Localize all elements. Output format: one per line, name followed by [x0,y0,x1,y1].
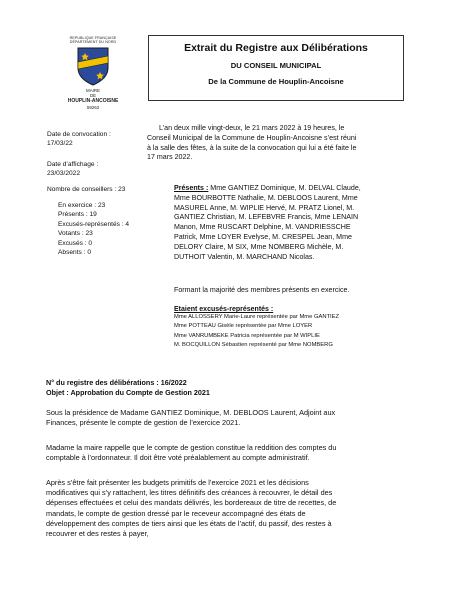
document-subtitle: DU CONSEIL MUNICIPAL [230,61,322,70]
logo-commune-name: HOUPLIN-ANCOISNE [67,98,119,105]
presents-line: GANTIEZ Christian, M. LEFEBVRE Francis, Mme LENAIN [174,213,359,222]
intro-line: à la salle des fêtes, à la suite de la convocation qui lui a été faite le [147,143,357,152]
intro-line: 17 mars 2022. [147,153,193,162]
affichage-date: 23/03/2022 [47,170,81,178]
presents-line: Patrick, Mme LOYER Evelyse, M. CRESPEL Jean, Mme [174,232,352,241]
logo-postcode: 59263 [86,104,100,110]
logo-republique: REPUBLIQUE FRANÇAISE [69,36,117,40]
affichage-label: Date d’affichage : [47,161,99,168]
count-absents: Absents : 0 [58,249,91,257]
presents-block [174,184,404,262]
convocation-block [47,130,142,149]
document-header-box [148,35,404,101]
presents-line: MASUREL Anne, M. WIPLIE Hervé, M. PRATZ Lionel, M. [174,203,355,212]
affichage-block [47,160,142,179]
body-line: mandats, le compte de gestion dressé par le receveur accompagné des états de [46,508,306,518]
presents-line: Mme BOURBOTTE Nathalie, M. DEBLOOS Laurent, Mme [174,193,358,202]
logo-maire: MAIRE [86,88,100,93]
document-title: Extrait du Registre aux Délibérations [184,42,368,54]
excuse-line: M. BOCQUILLON Sébastien représenté par Mme NOMBERG [174,341,333,348]
intro-paragraph [147,124,403,163]
registre-block [46,378,396,398]
conseillers-counts [58,201,148,257]
excuses-block [174,306,404,350]
excuses-label: Etaient excusés-représentés : [174,306,274,313]
body-line: Madame la maire rappelle que le compte de gestion constitue la reddition des comptes du [46,443,337,452]
body-paragraph-1 [46,408,403,428]
excuse-line: Mme VANRUMBEKE Patricia représentée par M WIPLIE [174,332,320,339]
body-line: modificatives qui s’y rattachent, les titres définitifs des créances à recouvrer, le détail des [46,488,333,498]
presents-line: DELORY Claire, M SIX, Mme NOMBERG Michèle, M. [174,242,344,251]
logo-header-text [60,36,126,44]
commune-name: De la Commune de Houplin-Ancoisne [208,77,344,86]
convocation-date: 17/03/22 [47,140,73,148]
count-en-exercice: En exercice : 23 [58,202,106,209]
body-line: comptable à l’ordonnateur. Il doit être voté préalablement au compte administratif. [46,453,310,463]
presents-label: Présents : [174,184,209,192]
logo-departement: DÉPARTEMENT DU NORD [69,40,117,44]
commune-logo [60,36,126,110]
body-line: dépenses effectuées et celui des mandats délivrés, les bordereaux de titre de recettes, de [46,498,337,508]
intro-line: Conseil Municipal de la Commune de Houplin-Ancoisne s’est réuni [147,133,357,142]
registre-objet: Objet : Approbation du Compte de Gestion 2021 [46,388,210,397]
convocation-label: Date de convocation : [47,131,111,138]
body-line: Sous la présidence de Madame GANTIEZ Dominique, M. DEBLOOS Laurent, Adjoint aux [46,408,336,417]
registre-numero: N° du registre des délibérations : 16/2022 [46,378,187,387]
intro-line: L’an deux mille vingt-deux, le 21 mars 2022 à 19 heures, le [159,124,345,132]
body-line: Après s’être fait présenter les budgets primitifs de l’exercice 2021 et les décisions [46,478,309,487]
body-line: recouvrer et des restes à payer, [46,529,149,539]
presents-line: Manon, Mme RUSCART Delphine, M. VANDRIESSCHE [174,223,351,232]
excuse-line: Mme POTTEAU Gisèle représentée par Mme LOYER [174,323,313,330]
body-paragraph-2 [46,443,403,463]
nombre-conseillers: Nombre de conseillers : 23 [47,186,126,193]
body-paragraph-3 [46,478,403,539]
body-line: développement des comptes de tiers ainsi que les états de l’actif, du passif, des restes à [46,518,332,528]
logo-de: DE [89,93,97,99]
count-votants: Votants : 23 [58,230,93,238]
count-presents: Présents : 19 [58,211,97,219]
count-excuses-representes: Excusés-représentés : 4 [58,220,130,228]
excuse-line: Mme ALLOSSERY Marie-Laure représentée par Mme GANTIEZ [174,314,340,320]
logo-footer-text [60,88,126,110]
coat-of-arms-icon [76,46,110,86]
majorite-text: Formant la majorité des membres présents en exercice. [174,286,350,294]
body-line: Finances, présente le compte de gestion de l’exercice 2021. [46,418,241,428]
presents-line: DUTHOIT Valentin, M. MARCHAND Nicolas. [174,252,315,261]
presents-line: Mme GANTIEZ Dominique, M. DELVAL Claude, [208,184,361,192]
count-excuses: Excusés : 0 [58,239,93,247]
